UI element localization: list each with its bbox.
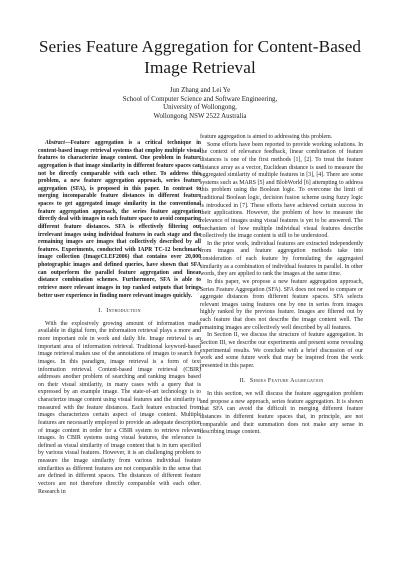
section-heading-introduction: [38, 308, 201, 316]
section-title: Series Feature Aggregation: [249, 378, 324, 385]
body-paragraph: In Section II, we discuss the structure of feature aggregation. In Section III, we describe our experiments and present some revealing experimental results. We conclude with a brief discussion of our work and some future work that may be inspired from the work presented in this paper.: [200, 332, 363, 369]
abstract-text: —Feature aggregation is a critical technique in content-based image retrieval systems that employ multiple visual features to characterize image content. One problem in feature aggregation is that image similarity in different feature spaces can not be directly comparable with each other. To address this problem, a new feature aggregation approach, series feature aggregation (SFA), is proposed in this paper. In contrast to merging incomparable feature distances in different feature spaces to get aggregated image similarity in the conventional feature aggregation approach, the series feature aggregation directly deal with images in each feature space to avoid comparing different feature distances. SFA is effectively filtering out irrelevant images using individual features in each stage and the remaining images are images that collectively described by all features. Experiments, conducted with IAPR TC-12 benchmark image collection (ImageCLEF2006) that contains over 20,000 photographic images and defined queries, have shown that SFA can outperform the parallel feature aggregation and linear distance combination schemes. Furthermore, SFA is able to retrieve more relevant images in top ranked outputs that brings better user experience in finding more relevant images quickly.: [38, 140, 201, 299]
abstract: [38, 140, 201, 300]
author-block: [60, 87, 340, 122]
section-number: I.: [98, 308, 103, 315]
body-paragraph: In this section, we will discuss the feature aggregation problem and propose a new approach, series feature aggregation. It is shown that SFA can avoid the difficult in merging different feature distances in different feature spaces that, in principle, are not comparable and their summation does not make any sense in describing image content.: [200, 391, 363, 436]
intro-paragraph: With the explosively growing amount of information made available in digital form, the information retrieval plays a more and more important role in work and daily life. Image retrieval is an important area of information retrieval. Traditional keyword-based image retrieval makes use of the annotations of images to search for images. In this paradigm, image retrieval is a form of text information retrieval. Content-based image retrieval (CBIR) addresses another problem of searching and ranking images based on their visual similarity, in many cases with a query that is expressed by an example image. The state-of-art technology is to characterize image content using visual features and the similarity is measured with the feature distances. Each feature extracted from images characterizes certain aspect of image content. Multiple features are necessarily employed to provide an adequate description of image content in order for a CBIR system to retrieve relevant images. In CBIR systems using visual features, the relevance is defined as visual similarity of image content that is in turn specified by various visual features. However, it is an challenging problem to measure the image similarity from various individual feature similarities as different features are not comparable in the sense that are defined in different spaces. The distances of different feature vectors are not therefore directly comparable with each other. Research in: [38, 320, 201, 495]
body-paragraph: feature aggregation is aimed to addressing this problem.: [200, 134, 333, 140]
section-heading-series-feature-aggregation: [200, 378, 363, 386]
body-paragraph: In this paper, we propose a new feature aggregation approach, Series Feature Aggregation (SFA). SFA does not need to compare or aggregate distances from different feature spaces. SFA selects relevant images using features one by one in series from images highly ranked by the previous feature. Images are filtered out by each feature that does not describe the image content well. The remaining images are collectively well described by all features.: [200, 278, 363, 331]
body-paragraph: Some efforts have been reported to provide working solutions. In the context of relevance feedback, linear combination of feature distances is one of the first methods [1], [2]. To treat the feature distance array as a vector, Euclidean distance is used to measure the aggregated similarity of multiple features in [3], [4]. There are some systems such as MARS [5] and BlobWorld [6] attempting to address this problem using the Boolean logic. To overcome the limit of traditional Boolean logic, decision fusion scheme using fuzzy logic is introduced in [7]. These efforts have achieved certain success in their applications. However, the problem of how to measure the relevance of images using visual features is yet to be answered. The mechanism of how multiple individual visual features describe collectively the image content is still to be understood.: [200, 141, 363, 240]
body-paragraph: In the prior work, individual features are extracted independently from images and feature aggregation methods take into consideration of each feature by formulating the aggregated similarity as a combination of individual features in parallel. In other words, they are applied to rank the images at the same time.: [200, 240, 363, 278]
right-column: [200, 134, 363, 437]
section-title: Introduction: [106, 308, 141, 315]
affiliation-university: University of Wollongong,: [163, 104, 237, 112]
paper-title: Series Feature Aggregation for Content-Based Image Retrieval: [38, 37, 362, 77]
abstract-label: Abstract: [45, 140, 65, 146]
affiliation-location: Wollongong NSW 2522 Australia: [153, 113, 247, 121]
left-column: [38, 140, 201, 496]
affiliation-school: School of Computer Science and Software Engineering,: [122, 95, 278, 103]
section-number: II.: [239, 378, 246, 385]
author-names: Jun Zhang and Lei Ye: [169, 87, 231, 94]
